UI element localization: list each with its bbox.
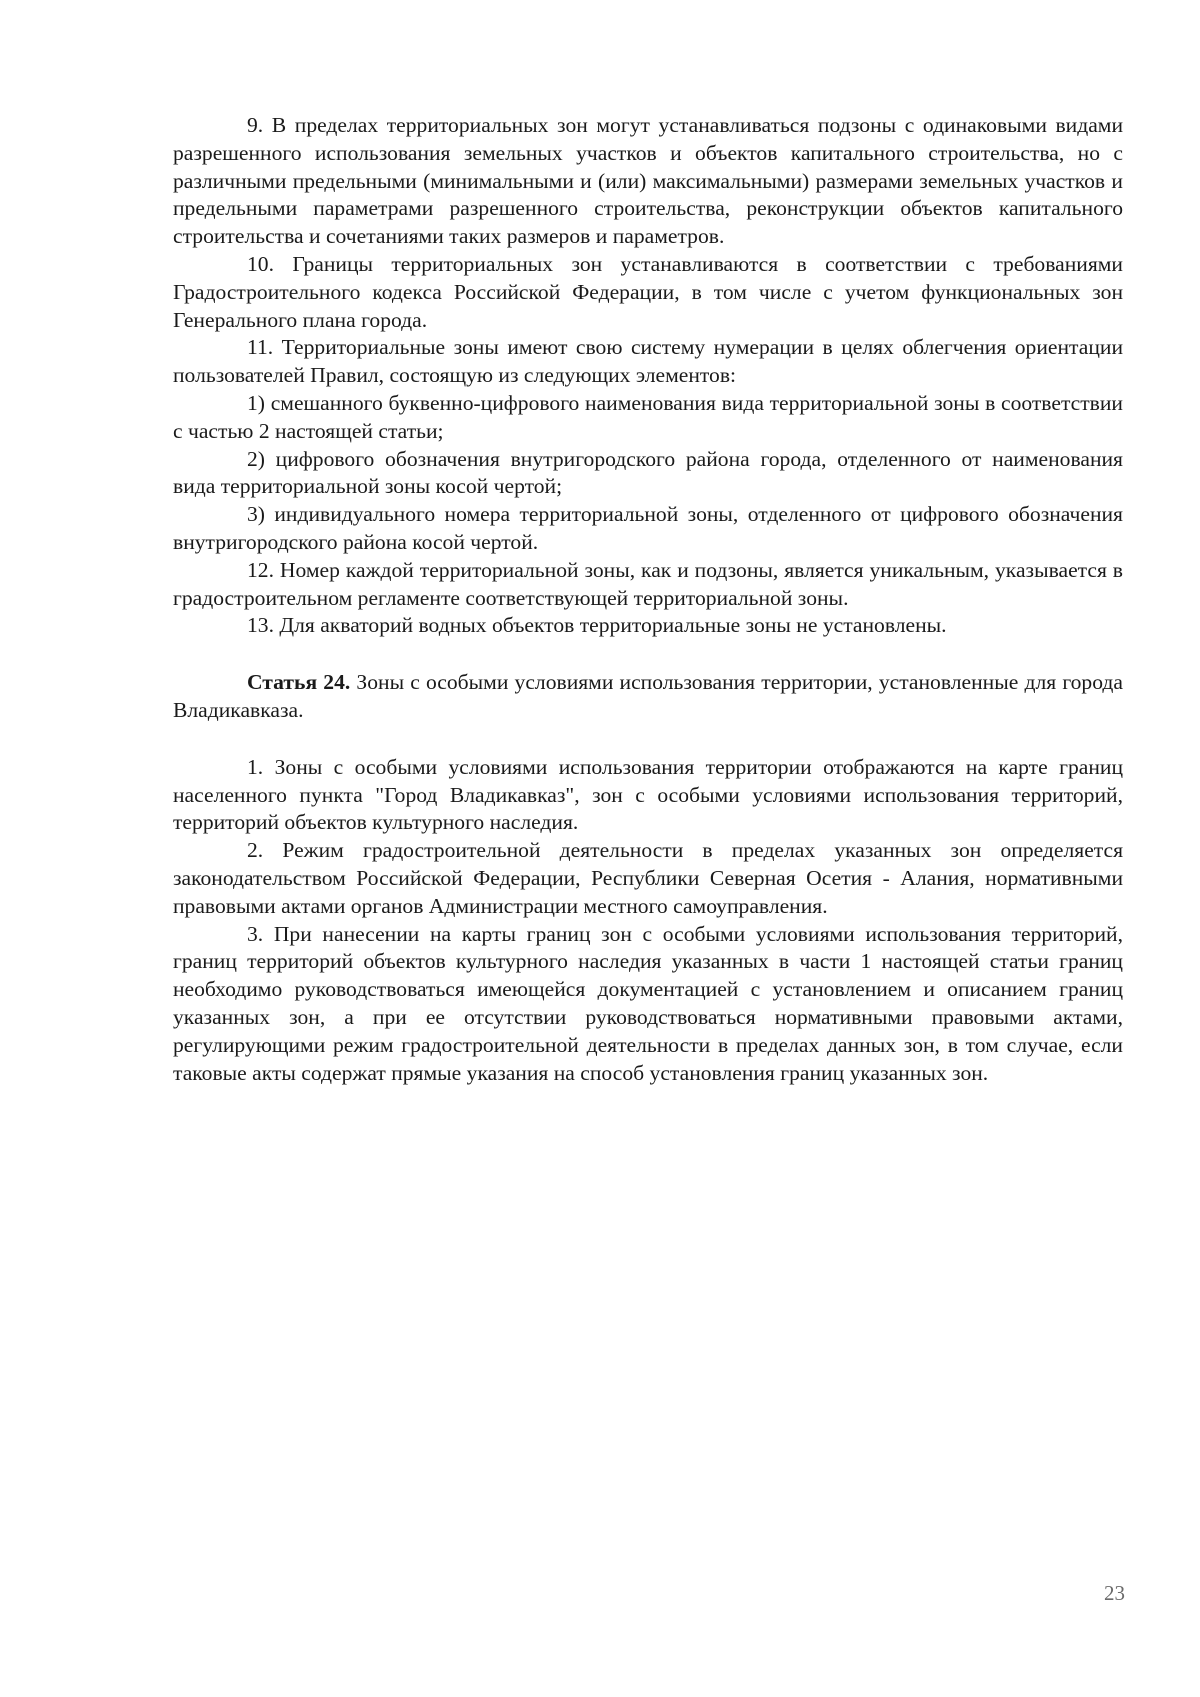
article-paragraph-2: 2. Режим градостроительной деятельности в пределах указанных зон определяется законодательством Российской Федерации, Республики Северная Осетия - Алания, нормативными правовыми актами органов Администрации местного самоуправления.	[173, 838, 1123, 918]
spacer	[173, 725, 1123, 754]
article-24	[173, 669, 1123, 1087]
article-heading	[173, 669, 1123, 725]
paragraph-13: 13. Для акваторий водных объектов территориальные зоны не установлены.	[247, 613, 947, 638]
article-label: Статья 24.	[247, 670, 351, 695]
paragraph-12: 12. Номер каждой территориальной зоны, как и подзоны, является уникальным, указывается в градостроительном регламенте соответствующей территориальной зоны.	[173, 557, 1123, 610]
paragraph-10: 10. Границы территориальных зон устанавливаются в соответствии с требованиями Градостроительного кодекса Российской Федерации, в том числе с учетом функциональных зон Генерального плана города.	[173, 251, 1123, 332]
document-page-body	[173, 112, 1123, 1087]
section-continued	[173, 112, 1123, 640]
spacer	[173, 640, 1123, 669]
paragraph-11: 11. Территориальные зоны имеют свою систему нумерации в целях облегчения ориентации пользователей Правил, состоящую из следующих элементов:	[173, 335, 1123, 388]
page-number: 23	[1104, 1581, 1125, 1605]
article-title: Зоны с особыми условиями использования территории, установленные для города Владикавказа.	[173, 670, 1123, 722]
article-paragraph-3: 3. При нанесении на карты границ зон с особыми условиями использования территорий, границ территорий объектов культурного наследия указанных в части 1 настоящей статьи границ необходимо руководствоваться имеющейся документацией с установлением и описанием границ указанных зон, а при ее отсутствии руководствоваться нормативными правовыми актами, регулирующими режим градостроительной деятельности в пределах данных зон, в том случае, если таковые акты содержат прямые указания на способ установления границ указанных зон.	[173, 921, 1123, 1085]
paragraph-9: 9. В пределах территориальных зон могут устанавливаться подзоны с одинаковыми видами разрешенного использования земельных участков и объектов капитального строительства, но с различными предельными (минимальными и (или) максимальными) размерами земельных участков и предельными параметрами разрешенного строительства, реконструкции объектов капитального строительства и сочетаниями таких размеров и параметров.	[173, 113, 1123, 249]
article-paragraph-1: 1. Зоны с особыми условиями использования территории отображаются на карте границ населенного пункта "Город Владикавказ", зон с особыми условиями использования территорий, территорий объектов культурного наследия.	[173, 754, 1123, 835]
list-item-1: 1) смешанного буквенно-цифрового наименования вида территориальной зоны в соответствии с частью 2 настоящей статьи;	[173, 390, 1123, 443]
list-item-3: 3) индивидуального номера территориальной зоны, отделенного от цифрового обозначения внутригородского района косой чертой.	[173, 502, 1123, 554]
list-item-2: 2) цифрового обозначения внутригородского района города, отделенного от наименования вида территориальной зоны косой чертой;	[173, 446, 1123, 499]
